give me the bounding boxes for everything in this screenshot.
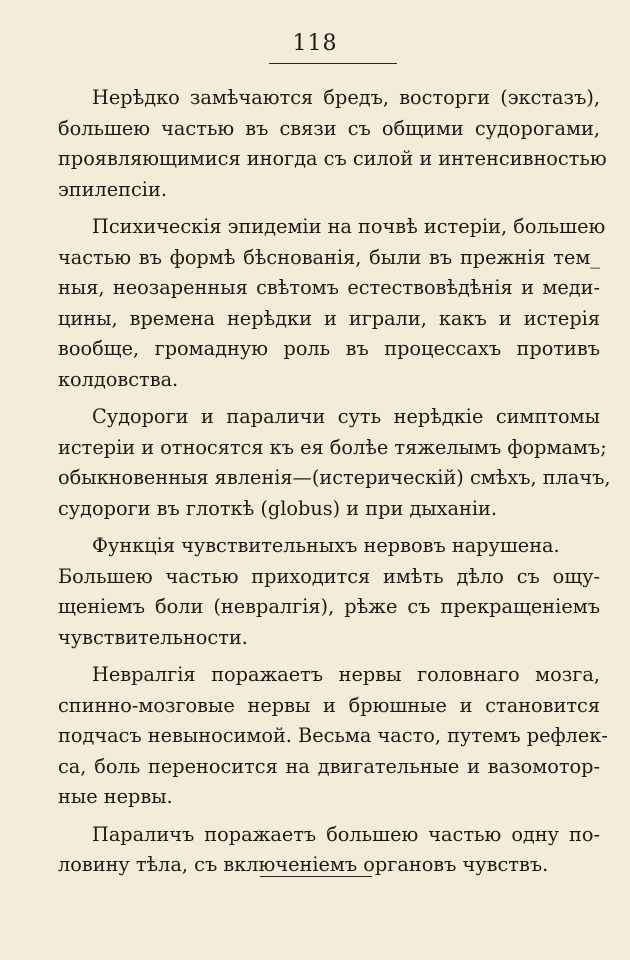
text-line: колдовства. bbox=[58, 367, 179, 391]
text-line: Большею частью приходится имѣть дѣло съ ощу- bbox=[58, 564, 600, 588]
text-line: Нерѣдко замѣчаются бредъ, восторги (экстазъ), bbox=[92, 86, 600, 109]
page-number: 118 bbox=[292, 31, 338, 56]
text-line: Психическія эпидеміи на почвѣ истеріи, большею bbox=[92, 215, 606, 238]
footer-rule bbox=[260, 876, 372, 877]
paragraph bbox=[58, 531, 600, 653]
paragraph bbox=[58, 83, 607, 205]
text-line: большею частью въ связи съ общими судорогами, bbox=[58, 116, 600, 140]
header-rule bbox=[269, 63, 397, 64]
paragraph-gap bbox=[58, 653, 600, 660]
text-line: спинно-мозговые нервы и брюшные и становится bbox=[58, 693, 600, 717]
text-line: Функція чувствительныхъ нервовъ нарушена. bbox=[92, 534, 560, 557]
text-line: щеніемъ боли (невралгія), рѣже съ прекращеніемъ bbox=[58, 595, 600, 618]
paragraph bbox=[58, 820, 600, 881]
paragraph bbox=[58, 660, 608, 813]
text-line: са, боль переносится на двигательные и вазомотор- bbox=[58, 754, 600, 778]
text-line: проявляющимися иногда съ силой и интенсивностью bbox=[58, 147, 607, 170]
text-line: чувствительности. bbox=[58, 625, 248, 649]
text-line: Судороги и параличи суть нерѣдкіе симптомы bbox=[92, 405, 600, 428]
text-line: судороги въ глоткѣ (globus) и при дыханіи. bbox=[58, 496, 498, 520]
text-line: подчасъ невыносимой. Весьма часто, путемъ рефлек- bbox=[58, 724, 608, 747]
paragraph-gap bbox=[58, 205, 600, 212]
text-line: истеріи и относятся къ ея болѣе тяжелымъ формамъ; bbox=[58, 435, 607, 459]
text-line: Параличъ поражаетъ большею частью одну по- bbox=[92, 822, 600, 846]
text-line: вообще, громадную роль въ процессахъ противъ bbox=[58, 337, 600, 360]
text-line: ные нервы. bbox=[58, 785, 173, 808]
paragraph-gap bbox=[58, 524, 600, 531]
text-line: ныя, неозаренныя свѣтомъ естествовѣдѣнія и меди- bbox=[58, 276, 600, 299]
body-text bbox=[58, 83, 611, 881]
paragraph bbox=[58, 402, 611, 524]
text-line: цины, времена нерѣдки и играли, какъ и истерія bbox=[58, 306, 600, 330]
paragraph-gap bbox=[58, 395, 600, 402]
text-line: обыкновенныя явленія—(истерическій) смѣхъ, плачъ, bbox=[58, 466, 611, 489]
text-line: ловину тѣла, съ включеніемъ органовъ чувствъ. bbox=[58, 853, 549, 876]
text-line: эпилепсіи. bbox=[58, 177, 167, 201]
text-line: Невралгія поражаетъ нервы головнаго мозга, bbox=[92, 663, 600, 686]
text-line: частью въ формѣ бѣснованія, были въ прежнія тем_ bbox=[58, 245, 600, 269]
paragraph-gap bbox=[58, 813, 600, 820]
paragraph bbox=[58, 212, 606, 395]
